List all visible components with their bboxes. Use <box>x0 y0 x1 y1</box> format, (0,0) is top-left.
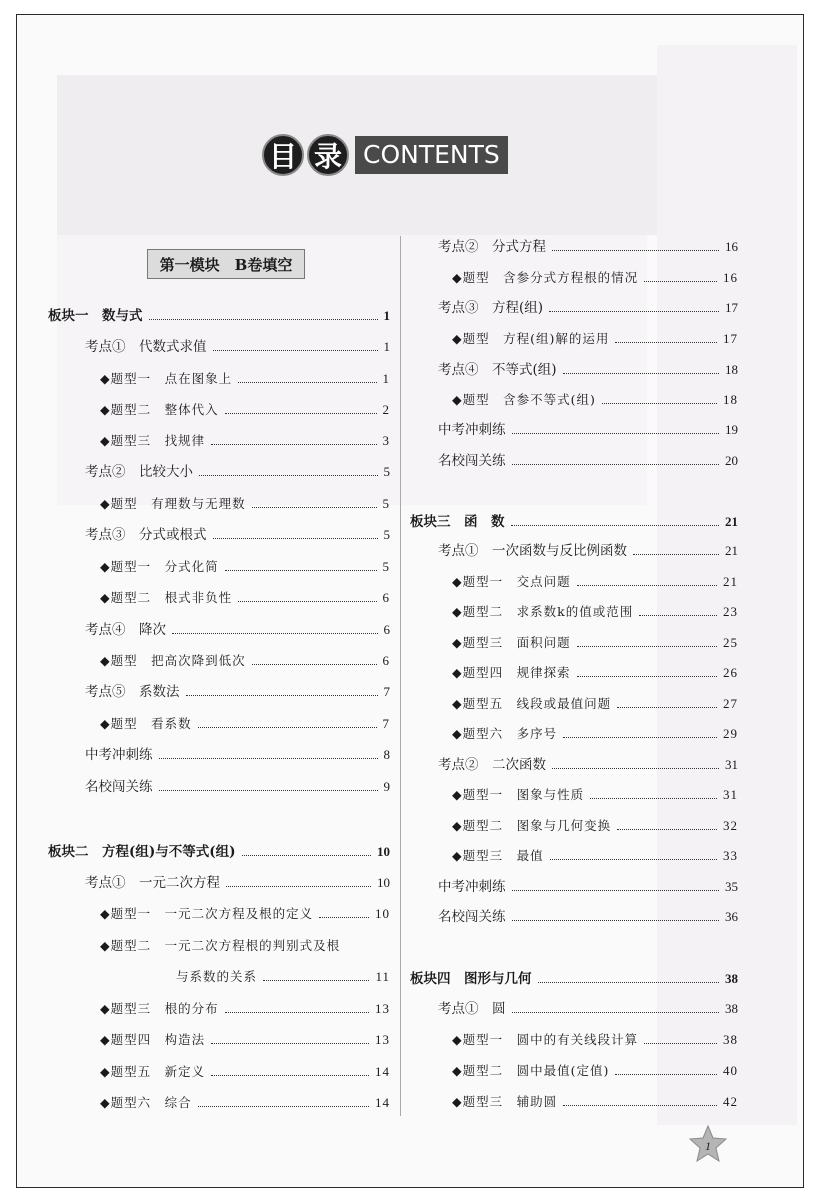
toc-entry-page: 10 <box>377 875 390 890</box>
toc-entry[interactable] <box>100 369 390 389</box>
leader-dots <box>172 633 378 634</box>
toc-entry[interactable] <box>100 557 390 577</box>
toc-entry[interactable] <box>452 1030 738 1050</box>
toc-entry-label: ◆题型一 圆中的有关线段计算 <box>452 1032 639 1047</box>
toc-entry-label: 与系数的关系 <box>176 969 258 984</box>
leader-dots <box>511 525 720 526</box>
toc-entry[interactable] <box>452 633 738 653</box>
toc-entry[interactable] <box>438 541 738 561</box>
toc-entry-label: ◆题型三 根的分布 <box>100 1001 219 1016</box>
toc-entry[interactable] <box>452 390 738 410</box>
toc-entry[interactable] <box>100 400 390 420</box>
toc-entry-page: 18 <box>725 362 738 377</box>
leader-dots <box>159 758 378 759</box>
toc-entry-page: 1 <box>383 308 390 323</box>
toc-entry-label: ◆题型五 线段或最值问题 <box>452 696 612 711</box>
toc-entry-page: 31 <box>723 787 738 802</box>
toc-entry[interactable] <box>85 777 390 797</box>
leader-dots <box>563 1105 717 1106</box>
leader-dots <box>590 798 717 799</box>
leader-dots <box>617 707 717 708</box>
toc-entry-page: 14 <box>375 1095 390 1110</box>
leader-dots <box>550 859 717 860</box>
toc-entry-label: 考点① 一次函数与反比例函数 <box>438 543 627 559</box>
leader-dots <box>159 790 378 791</box>
toc-entry-page: 2 <box>382 402 390 417</box>
toc-entry-label: ◆题型 有理数与无理数 <box>100 496 246 511</box>
leader-dots <box>644 1043 717 1044</box>
toc-entry-label: 考点① 圆 <box>438 1001 506 1017</box>
toc-entry-page: 13 <box>375 1001 390 1016</box>
toc-entry-label: ◆题型二 求系数k的值或范围 <box>452 604 634 619</box>
toc-entry-page: 7 <box>383 684 390 699</box>
toc-entry[interactable] <box>410 512 738 532</box>
toc-entry-label: ◆题型一 图象与性质 <box>452 787 585 802</box>
toc-entry-label: ◆题型一 点在图象上 <box>100 371 233 386</box>
leader-dots <box>252 507 377 508</box>
leader-dots <box>639 615 717 616</box>
leader-dots <box>319 917 369 918</box>
toc-entry[interactable] <box>452 268 738 288</box>
toc-entry-page: 20 <box>725 453 738 468</box>
leader-dots <box>512 890 720 891</box>
toc-entry-page: 17 <box>725 300 738 315</box>
toc-entry[interactable] <box>85 873 390 893</box>
toc-entry-page: 5 <box>383 464 390 479</box>
leader-dots <box>242 855 371 856</box>
toc-entry-page: 6 <box>382 590 390 605</box>
toc-entry-label: ◆题型三 最值 <box>452 848 544 863</box>
toc-entry[interactable] <box>438 360 738 380</box>
toc-entry[interactable] <box>100 588 390 608</box>
toc-entry-label: 考点③ 分式或根式 <box>85 527 207 543</box>
toc-entry-page: 26 <box>723 665 738 680</box>
toc-entry-label: 考点⑤ 系数法 <box>85 684 180 700</box>
leader-dots <box>577 676 717 677</box>
toc-entry[interactable] <box>438 298 738 318</box>
toc-entry-page: 10 <box>375 906 390 921</box>
toc-entry-page: 16 <box>725 239 738 254</box>
toc-entry-page: 21 <box>723 574 738 589</box>
toc-entry-label: ◆题型 含参不等式(组) <box>452 392 596 407</box>
toc-entry-label: 名校闯关练 <box>438 453 506 469</box>
leader-dots <box>211 444 376 445</box>
page-number: 1 <box>705 1139 711 1153</box>
toc-entry[interactable] <box>438 877 738 897</box>
leader-dots <box>211 1075 369 1076</box>
toc-entry-page: 1 <box>383 339 390 354</box>
toc-entry-label: ◆题型六 多序号 <box>452 726 558 741</box>
toc-entry[interactable] <box>176 967 390 987</box>
toc-entry[interactable] <box>452 785 738 805</box>
toc-entry-page: 33 <box>723 848 738 863</box>
toc-entry-wrapped-label[interactable]: ◆题型二 一元二次方程根的判别式及根 <box>100 938 341 953</box>
leader-dots <box>512 433 720 434</box>
toc-entry-label: ◆题型一 交点问题 <box>452 574 571 589</box>
leader-dots <box>226 886 371 887</box>
toc-entry-label: ◆题型 看系数 <box>100 716 192 731</box>
toc-entry[interactable] <box>410 969 738 989</box>
toc-entry-label: 中考冲刺练 <box>85 747 153 763</box>
toc-entry[interactable] <box>452 663 738 683</box>
toc-entry[interactable] <box>85 620 390 640</box>
toc-entry-label: ◆题型六 综合 <box>100 1095 192 1110</box>
toc-entry-label: ◆题型二 图象与几何变换 <box>452 818 612 833</box>
leader-dots <box>512 1012 720 1013</box>
leader-dots <box>617 829 717 830</box>
toc-entry-label: 名校闯关练 <box>85 779 153 795</box>
toc-entry[interactable] <box>452 602 738 622</box>
toc-entry-label: 名校闯关练 <box>438 909 506 925</box>
toc-entry-page: 38 <box>725 971 738 986</box>
toc-entry-page: 6 <box>382 653 390 668</box>
toc-entry-page: 25 <box>723 635 738 650</box>
toc-entry[interactable] <box>438 237 738 257</box>
toc-entry-page: 7 <box>382 716 390 731</box>
leader-dots <box>213 350 378 351</box>
leader-dots <box>225 413 377 414</box>
toc-entry-label: 考点② 分式方程 <box>438 239 546 255</box>
toc-entry[interactable] <box>452 694 738 714</box>
module-heading: 第一模块 B卷填空 <box>147 249 305 279</box>
leader-dots <box>263 980 369 981</box>
toc-title <box>262 133 508 177</box>
toc-entry[interactable] <box>85 745 390 765</box>
toc-entry[interactable] <box>452 329 738 349</box>
toc-entry-page: 16 <box>723 270 738 285</box>
toc-entry-label: ◆题型三 面积问题 <box>452 635 571 650</box>
title-char-2: 录 <box>307 134 349 176</box>
leader-dots <box>512 920 720 921</box>
toc-entry-label: 考点① 一元二次方程 <box>85 875 220 891</box>
toc-entry[interactable] <box>100 999 390 1019</box>
toc-entry-page: 13 <box>375 1032 390 1047</box>
toc-entry[interactable] <box>85 337 390 357</box>
title-char-1: 目 <box>262 134 304 176</box>
toc-entry-page: 32 <box>723 818 738 833</box>
toc-entry-page: 35 <box>725 879 738 894</box>
leader-dots <box>225 1012 369 1013</box>
toc-entry[interactable] <box>452 724 738 744</box>
toc-entry-page: 10 <box>377 844 390 859</box>
toc-entry-page: 11 <box>375 969 390 984</box>
column-divider <box>400 236 401 1116</box>
toc-entry-page: 5 <box>382 496 390 511</box>
toc-entry-page: 36 <box>725 909 738 924</box>
toc-entry-page: 23 <box>723 604 738 619</box>
leader-dots <box>225 570 377 571</box>
toc-entry-page: 5 <box>383 527 390 542</box>
toc-entry-label: 板块四 图形与几何 <box>410 971 532 987</box>
toc-entry[interactable] <box>438 420 738 440</box>
toc-entry[interactable] <box>100 904 390 924</box>
toc-entry[interactable] <box>452 816 738 836</box>
toc-entry-page: 17 <box>723 331 738 346</box>
toc-entry[interactable] <box>100 651 390 671</box>
toc-entry-page: 21 <box>725 543 738 558</box>
toc-entry-label: 考点③ 方程(组) <box>438 300 544 316</box>
toc-entry-label: ◆题型三 辅助圆 <box>452 1094 558 1109</box>
leader-dots <box>549 311 719 312</box>
leader-dots <box>552 768 719 769</box>
leader-dots <box>563 373 719 374</box>
toc-entry[interactable] <box>100 1093 390 1113</box>
toc-entry-page: 38 <box>723 1032 738 1047</box>
leader-dots <box>512 464 720 465</box>
toc-entry[interactable] <box>452 572 738 592</box>
leader-dots <box>211 1043 369 1044</box>
leader-dots <box>238 382 376 383</box>
leader-dots <box>149 319 378 320</box>
toc-entry-page: 29 <box>723 726 738 741</box>
toc-entry-label: ◆题型二 根式非负性 <box>100 590 233 605</box>
leader-dots <box>538 982 720 983</box>
toc-entry-label: ◆题型一 一元二次方程及根的定义 <box>100 906 314 921</box>
toc-entry[interactable] <box>100 714 390 734</box>
leader-dots <box>577 585 717 586</box>
leader-dots <box>602 403 717 404</box>
leader-dots <box>577 646 717 647</box>
leader-dots <box>252 664 377 665</box>
toc-entry-label: ◆题型二 整体代入 <box>100 402 219 417</box>
toc-entry-label: 板块一 数与式 <box>48 308 143 324</box>
toc-entry-page: 9 <box>383 779 390 794</box>
leader-dots <box>213 538 378 539</box>
toc-entry[interactable] <box>438 755 738 775</box>
leader-dots <box>644 281 717 282</box>
toc-entry[interactable] <box>452 1092 738 1112</box>
toc-entry[interactable] <box>100 1030 390 1050</box>
toc-entry-label: ◆题型一 分式化简 <box>100 559 219 574</box>
toc-entry-label: ◆题型五 新定义 <box>100 1064 206 1079</box>
toc-entry-page: 6 <box>383 622 390 637</box>
leader-dots <box>238 601 376 602</box>
toc-entry[interactable] <box>100 431 390 451</box>
toc-entry[interactable] <box>100 494 390 514</box>
toc-entry-page: 38 <box>725 1001 738 1016</box>
contents-label: CONTENTS <box>355 136 508 174</box>
toc-entry-label: ◆题型四 规律探索 <box>452 665 571 680</box>
toc-entry-page: 40 <box>723 1063 738 1078</box>
leader-dots <box>199 475 378 476</box>
toc-entry[interactable] <box>100 1062 390 1082</box>
toc-entry-page: 14 <box>375 1064 390 1079</box>
toc-entry-label: 考点② 比较大小 <box>85 464 193 480</box>
toc-entry-label: ◆题型 含参分式方程根的情况 <box>452 270 639 285</box>
toc-entry[interactable] <box>48 306 390 326</box>
toc-entry-label: ◆题型 方程(组)解的运用 <box>452 331 610 346</box>
toc-entry-label: ◆题型 把高次降到低次 <box>100 653 246 668</box>
toc-entry-label: 板块二 方程(组)与不等式(组) <box>48 844 236 860</box>
toc-entry[interactable] <box>85 525 390 545</box>
toc-entry[interactable] <box>85 462 390 482</box>
toc-entry-page: 27 <box>723 696 738 711</box>
toc-entry-page: 5 <box>382 559 390 574</box>
leader-dots <box>186 695 378 696</box>
toc-entry-label: 中考冲刺练 <box>438 879 506 895</box>
toc-entry-page: 21 <box>725 514 738 529</box>
toc-entry[interactable] <box>452 1061 738 1081</box>
toc-entry-page: 8 <box>383 747 390 762</box>
leader-dots <box>633 554 719 555</box>
leader-dots <box>615 1074 717 1075</box>
toc-entry[interactable] <box>438 907 738 927</box>
leader-dots <box>615 342 717 343</box>
leader-dots <box>563 737 717 738</box>
toc-entry-label: 考点① 代数式求值 <box>85 339 207 355</box>
toc-entry[interactable] <box>85 682 390 702</box>
toc-entry-page: 3 <box>382 433 390 448</box>
page-number-star-icon <box>688 1124 728 1164</box>
toc-entry-label: 考点④ 降次 <box>85 622 166 638</box>
toc-entry-page: 19 <box>725 422 738 437</box>
toc-entry-page: 18 <box>723 392 738 407</box>
toc-entry-label: 考点② 二次函数 <box>438 757 546 773</box>
leader-dots <box>552 250 719 251</box>
toc-entry[interactable] <box>452 846 738 866</box>
toc-entry-label: ◆题型二 圆中最值(定值) <box>452 1063 610 1078</box>
leader-dots <box>198 1106 369 1107</box>
toc-entry-label: 考点④ 不等式(组) <box>438 362 557 378</box>
toc-entry[interactable] <box>438 999 738 1019</box>
toc-entry-label: 板块三 函 数 <box>410 514 505 530</box>
toc-entry-page: 1 <box>382 371 390 386</box>
toc-entry[interactable] <box>438 451 738 471</box>
toc-entry-page: 31 <box>725 757 738 772</box>
toc-entry[interactable] <box>48 842 390 862</box>
toc-entry-page: 42 <box>723 1094 738 1109</box>
toc-entry-label: ◆题型四 构造法 <box>100 1032 206 1047</box>
toc-entry-label: ◆题型三 找规律 <box>100 433 206 448</box>
toc-entry-label: 中考冲刺练 <box>438 422 506 438</box>
leader-dots <box>198 727 377 728</box>
